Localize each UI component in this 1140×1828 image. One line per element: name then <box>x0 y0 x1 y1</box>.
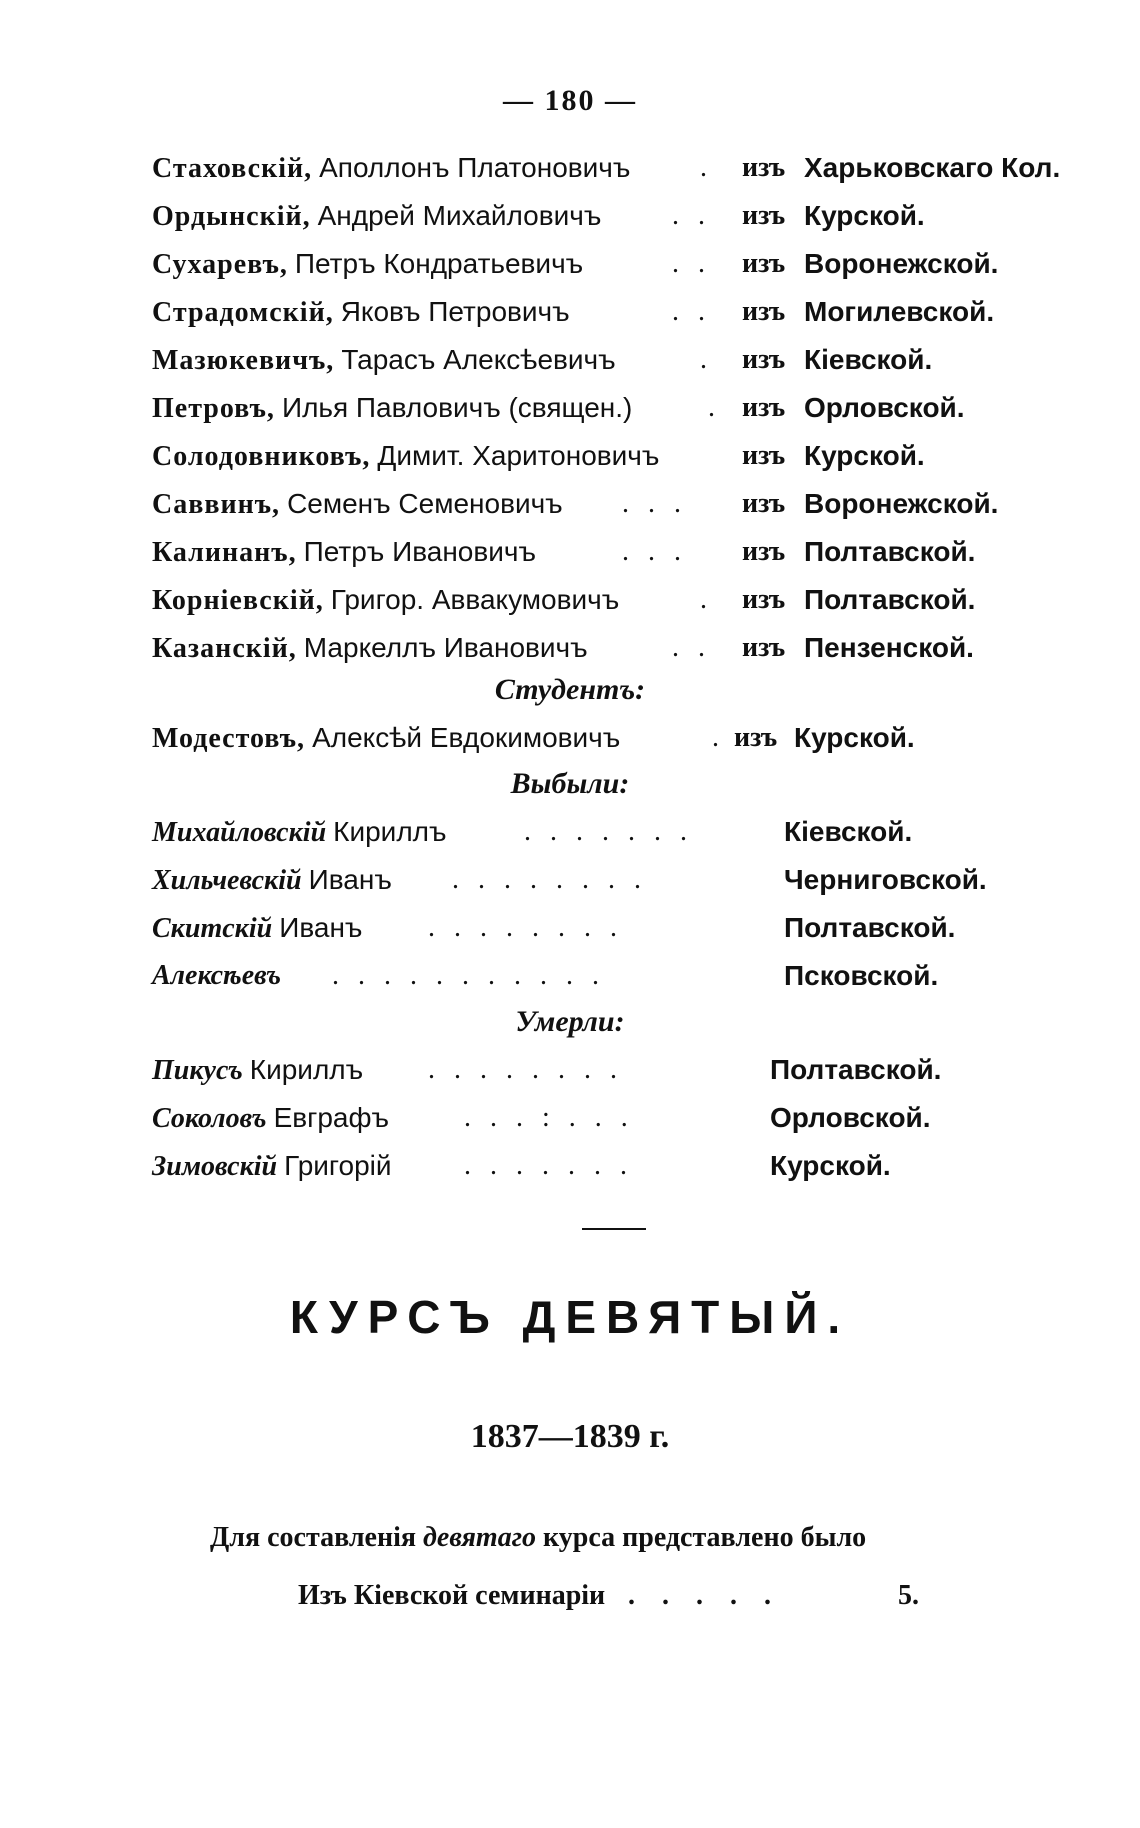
governorate: Орловской. <box>804 392 965 423</box>
student-surname: Страдомскій, <box>152 297 334 328</box>
student-given-name: Алексѣй Евдокимовичъ <box>312 722 621 753</box>
leader-dots: . . <box>672 200 711 231</box>
governorate: Полтавской. <box>804 536 976 567</box>
student-surname: Петровъ, <box>152 393 275 424</box>
departed-surname: Михайловскій <box>152 817 327 848</box>
student-surname: Стаховскій, <box>152 153 313 184</box>
deceased-given-name: Григорій <box>284 1150 392 1181</box>
governorate: Полтавской. <box>770 1054 942 1085</box>
leader-dots: . . <box>672 296 711 327</box>
page-number: — 180 — <box>503 84 637 117</box>
section-divider <box>582 1228 646 1230</box>
departed-given-name: Иванъ <box>279 912 363 943</box>
leader-dots: . <box>700 584 713 615</box>
student-given-name: Маркеллъ Ивановичъ <box>303 632 588 663</box>
departed-surname: Скитскій <box>152 913 273 944</box>
leader-dots: . <box>708 392 721 423</box>
governorate: Курской. <box>804 440 925 471</box>
from-word: изъ <box>734 722 778 753</box>
paragraph-emphasis: девятаго <box>423 1522 537 1553</box>
paragraph-line-1 <box>210 1516 866 1560</box>
from-word: изъ <box>742 536 786 567</box>
leader-dots: . . . . . . . <box>524 816 693 847</box>
governorate: Полтавской. <box>784 912 956 943</box>
paragraph-text-b: курса представлено было <box>543 1522 867 1553</box>
section-heading-student: Студентъ: <box>494 673 646 706</box>
leader-dots: . <box>712 722 725 753</box>
deceased-surname: Пикусъ <box>152 1055 243 1086</box>
leader-dots: . . . . . . . . <box>428 912 623 943</box>
from-word: изъ <box>742 632 786 663</box>
leader-dots: . . <box>672 248 711 279</box>
leader-dots: . <box>700 152 713 183</box>
from-word: изъ <box>742 152 786 183</box>
leader-dots: . . . <box>622 536 687 567</box>
governorate: Псковской. <box>784 960 939 991</box>
governorate: Орловской. <box>770 1102 931 1133</box>
student-surname: Саввинъ, <box>152 489 281 520</box>
student-given-name: Петръ Ивановичъ <box>303 536 536 567</box>
student-given-name: Тарасъ Алексѣевичъ <box>341 344 616 375</box>
student-surname: Казанскій, <box>152 633 297 664</box>
departed-surname: Хильчевскій <box>152 865 302 896</box>
deceased-given-name: Кириллъ <box>249 1054 364 1085</box>
from-word: изъ <box>742 296 786 327</box>
student-surname: Сухаревъ, <box>152 249 288 280</box>
governorate: Курской. <box>804 200 925 231</box>
student-count: 5. <box>898 1580 919 1611</box>
section-heading-died: Умерли: <box>515 1005 625 1038</box>
leader-dots: . . . <box>622 488 687 519</box>
governorate: Воронежской. <box>804 488 999 519</box>
student-surname: Калинанъ, <box>152 537 297 568</box>
student-given-name: Петръ Кондратьевичъ <box>294 248 584 279</box>
governorate: Курской. <box>770 1150 891 1181</box>
governorate: Черниговской. <box>784 864 987 895</box>
student-surname: Модестовъ, <box>152 723 306 754</box>
leader-dots: . . . : . . . <box>464 1102 634 1133</box>
course-years: 1837—1839 г. <box>470 1418 670 1455</box>
student-surname: Мазюкевичъ, <box>152 345 335 376</box>
paragraph-seminary: Изъ Кіевской семинаріи <box>298 1580 606 1611</box>
course-title: КУРСЪ ДЕВЯТЫЙ. <box>289 1291 851 1343</box>
from-word: изъ <box>742 248 786 279</box>
student-surname: Корніевскій, <box>152 585 324 616</box>
student-given-name: Григор. Аввакумовичъ <box>330 584 620 615</box>
governorate: Курской. <box>794 722 915 753</box>
from-word: изъ <box>742 488 786 519</box>
leader-dots: . . . . . . . . <box>428 1054 623 1085</box>
student-surname: Солодовниковъ, <box>152 441 371 472</box>
student-surname: Ордынскій, <box>152 201 311 232</box>
departed-given-name: Иванъ <box>308 864 392 895</box>
deceased-surname: Соколовъ <box>152 1103 267 1134</box>
governorate: Кіевской. <box>784 816 913 847</box>
from-word: изъ <box>742 344 786 375</box>
from-word: изъ <box>742 392 786 423</box>
student-given-name: Димит. Харитоновичъ <box>377 440 660 471</box>
section-heading-left: Выбыли: <box>510 767 630 800</box>
student-given-name: Андрей Михайловичъ <box>317 200 602 231</box>
leader-dots: . . . . . . . . <box>452 864 647 895</box>
from-word: изъ <box>742 440 786 471</box>
departed-given-name: Кириллъ <box>333 816 447 847</box>
leader-dots: . . . . . <box>628 1580 781 1611</box>
governorate: Харьковскаго Кол. <box>804 152 1061 183</box>
leader-dots: . <box>700 344 713 375</box>
paragraph-line-2 <box>298 1574 938 1618</box>
leader-dots: . . . . . . . <box>464 1150 633 1181</box>
departed-surname: Алексѣевъ <box>152 960 282 991</box>
governorate: Могилевской. <box>804 296 995 327</box>
governorate: Кіевской. <box>804 344 933 375</box>
student-given-name: Семенъ Семеновичъ <box>287 488 563 519</box>
leader-dots: . . <box>672 632 711 663</box>
from-word: изъ <box>742 200 786 231</box>
governorate: Воронежской. <box>804 248 999 279</box>
governorate: Пензенской. <box>804 632 974 663</box>
leader-dots: . . . . . . . . . . . <box>332 960 605 991</box>
from-word: изъ <box>742 584 786 615</box>
deceased-given-name: Евграфъ <box>273 1102 390 1133</box>
paragraph-text-a: Для составленія <box>210 1522 417 1553</box>
student-given-name: Аполлонъ Платоновичъ <box>319 152 631 183</box>
deceased-surname: Зимовскій <box>152 1151 278 1182</box>
governorate: Полтавской. <box>804 584 976 615</box>
student-given-name: Илья Павловичъ (священ.) <box>281 392 633 423</box>
student-given-name: Яковъ Петровичъ <box>340 296 570 327</box>
